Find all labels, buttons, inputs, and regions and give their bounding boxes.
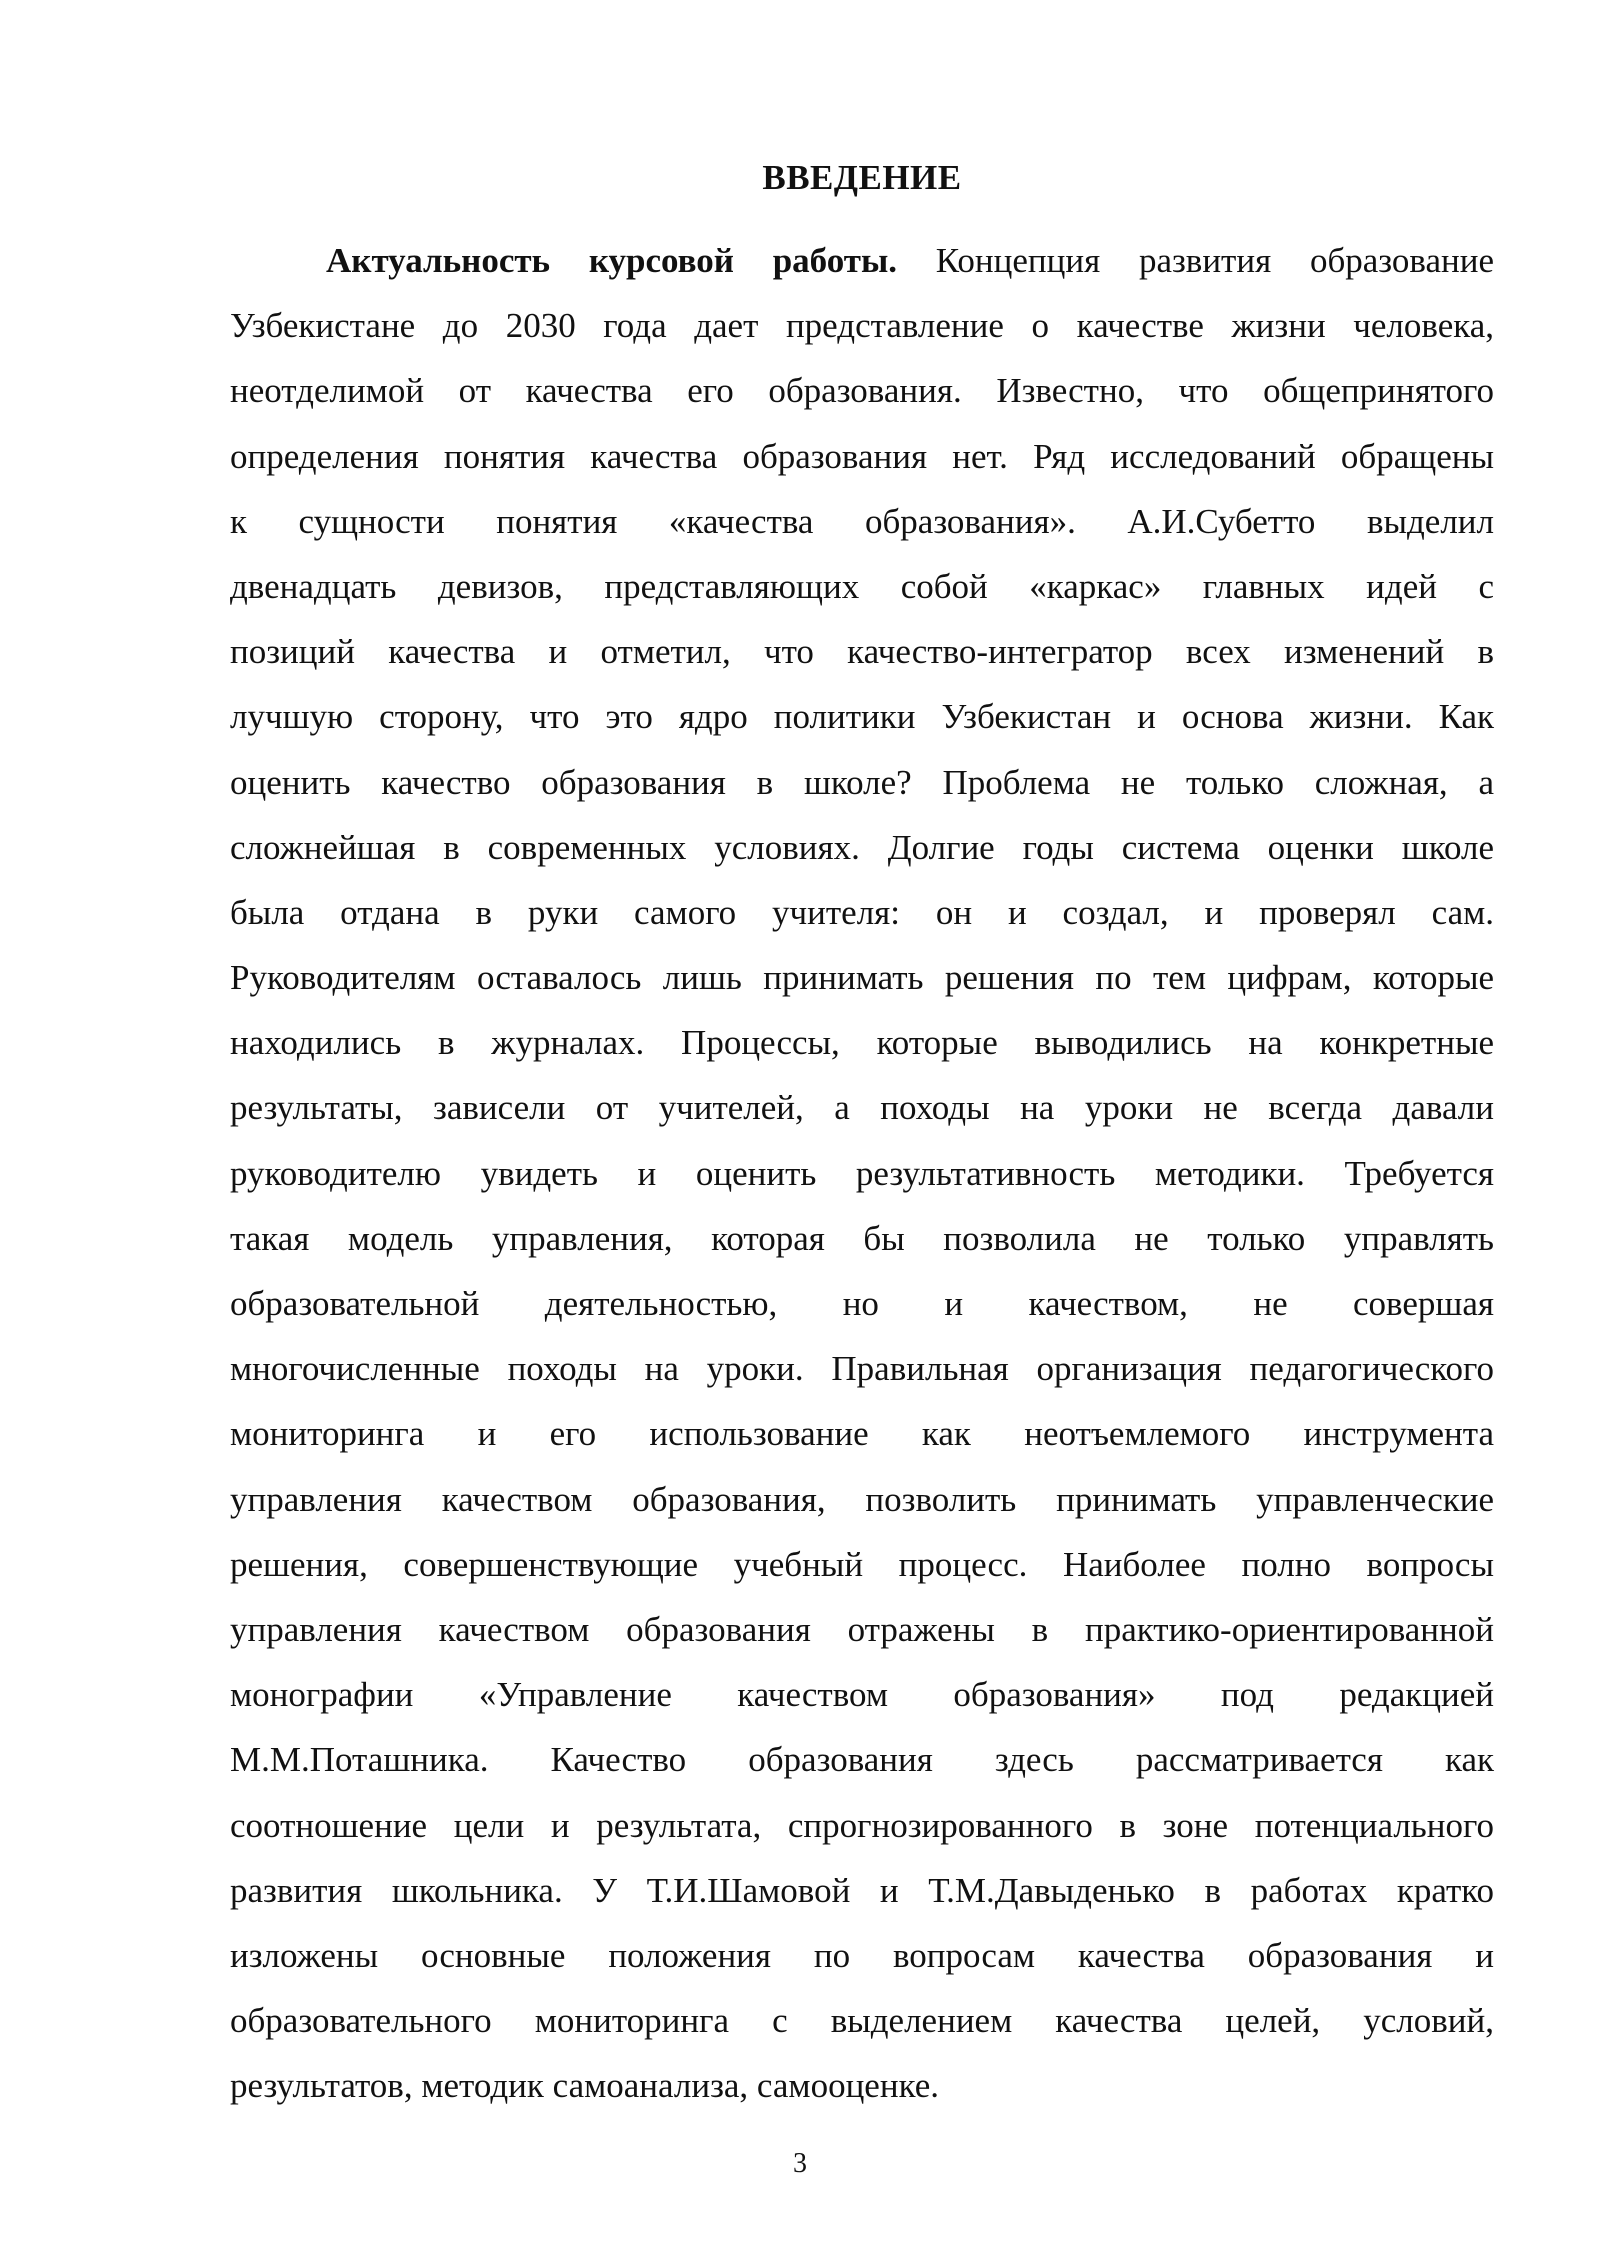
- paragraph-line: результатов, методик самоанализа, самооценке.: [230, 2066, 939, 2106]
- paragraph-line: М.М.Поташника. Качество образования здесь рассматривается как: [230, 1740, 1494, 1780]
- paragraph-line: монографии «Управление качеством образования» под редакцией: [230, 1675, 1494, 1715]
- paragraph-line: находились в журналах. Процессы, которые выводились на конкретные: [230, 1023, 1494, 1063]
- paragraph-line: Узбекистане до 2030 года дает представление о качестве жизни человека,: [230, 306, 1494, 346]
- paragraph-lead: Актуальность курсовой работы.: [326, 241, 898, 280]
- paragraph-line: соотношение цели и результата, спрогнозированного в зоне потенциального: [230, 1805, 1494, 1845]
- paragraph-line: управления качеством образования, позволить принимать управленческие: [230, 1479, 1494, 1519]
- paragraph-line: двенадцать девизов, представляющих собой «каркас» главных идей с: [230, 566, 1494, 606]
- paragraph-line: была отдана в руки самого учителя: он и создал, и проверял сам.: [230, 892, 1494, 932]
- paragraph-line: оценить качество образования в школе? Проблема не только сложная, а: [230, 762, 1494, 802]
- paragraph-line: неотделимой от качества его образования. Известно, что общепринятого: [230, 371, 1494, 411]
- paragraph-line: развития школьника. У Т.И.Шамовой и Т.М.Давыденько в работах кратко: [230, 1870, 1494, 1910]
- paragraph-line: сложнейшая в современных условиях. Долгие годы система оценки школе: [230, 827, 1494, 867]
- paragraph-line: образовательной деятельностью, но и качеством, не совершая: [230, 1284, 1494, 1323]
- paragraph-line: руководителю увидеть и оценить результативность методики. Требуется: [230, 1153, 1494, 1193]
- paragraph-line: образовательного мониторинга с выделением качества целей, условий,: [230, 2001, 1494, 2041]
- paragraph-line: лучшую сторону, что это ядро политики Узбекистан и основа жизни. Как: [230, 697, 1494, 737]
- paragraph-line: позиций качества и отметил, что качество-интегратор всех изменений в: [230, 632, 1494, 672]
- paragraph-line: такая модель управления, которая бы позволила не только управлять: [230, 1218, 1494, 1258]
- section-title: ВВЕДЕНИЕ: [762, 158, 962, 197]
- paragraph-line-text: Концепция развития образование: [935, 241, 1495, 280]
- introduction-paragraph: [230, 228, 1494, 2118]
- paragraph-first-line: [230, 228, 1494, 293]
- paragraph-line: Руководителям оставалось лишь принимать решения по тем цифрам, которые: [230, 958, 1494, 998]
- page-content: [230, 145, 1494, 2118]
- paragraph-line: к сущности понятия «качества образования». А.И.Субетто выделил: [230, 501, 1494, 541]
- paragraph-line: изложены основные положения по вопросам качества образования и: [230, 1935, 1494, 1975]
- paragraph-line: определения понятия качества образования нет. Ряд исследований обращены: [230, 436, 1494, 476]
- page-number: 3: [793, 2148, 807, 2179]
- paragraph-line: результаты, зависели от учителей, а походы на уроки не всегда давали: [230, 1088, 1494, 1128]
- paragraph-line: решения, совершенствующие учебный процесс. Наиболее полно вопросы: [230, 1544, 1494, 1584]
- paragraph-line: многочисленные походы на уроки. Правильная организация педагогического: [230, 1349, 1494, 1389]
- paragraph-line: управления качеством образования отражены в практико-ориентированной: [230, 1609, 1494, 1649]
- paragraph-line: мониторинга и его использование как неотъемлемого инструмента: [230, 1414, 1494, 1454]
